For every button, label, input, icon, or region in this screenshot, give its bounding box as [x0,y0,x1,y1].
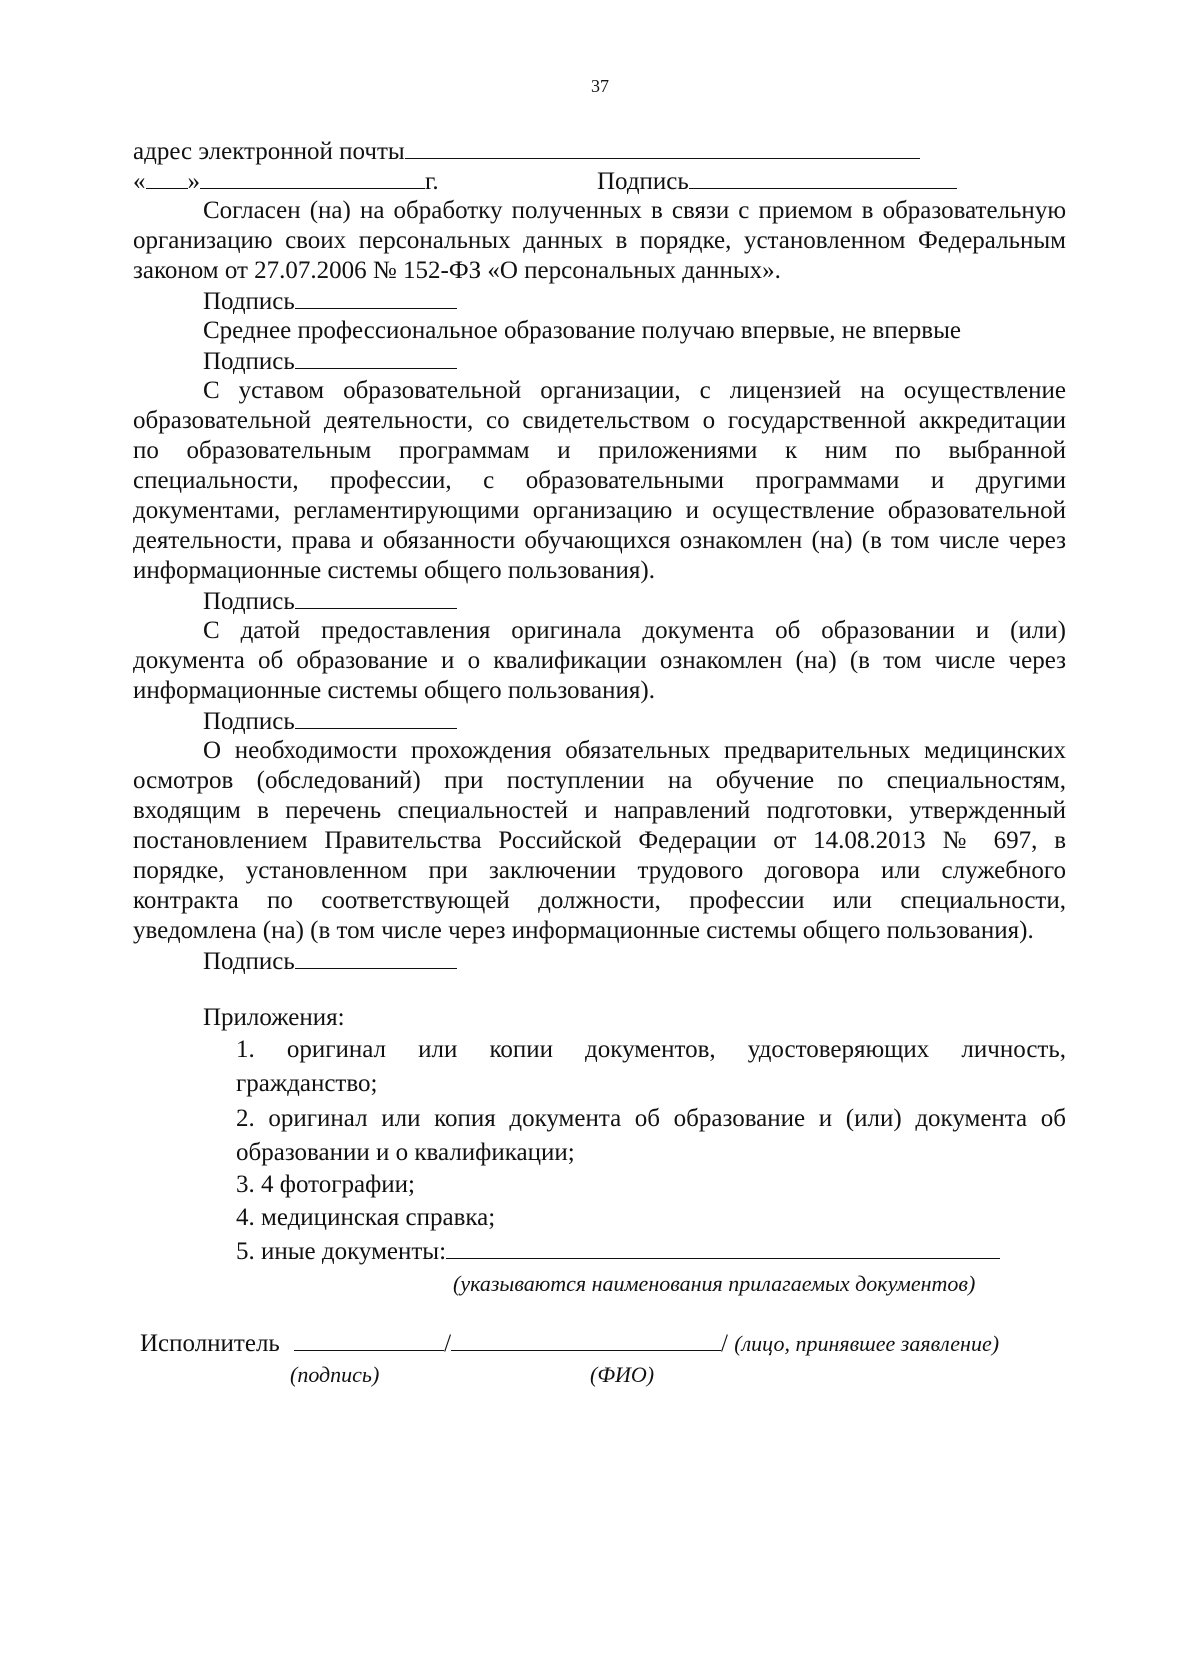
charter-line-5: документами, регламентирующими организацию и осуществление образовательной [133,497,1066,524]
signature-field[interactable] [689,166,957,189]
charter-line-3: по образовательным программам и приложениями к ним по выбранной [133,437,1066,464]
executor-row [140,1328,999,1359]
medical-line-4: постановлением Правительства Российской Федерации от 14.08.2013 № 697, в [133,827,1066,854]
quote-open: « [133,168,146,195]
medical-signature-row [203,946,457,977]
email-row [133,136,920,167]
executor-note: (лицо, принявшее заявление) [734,1331,1000,1356]
signature-label: Подпись [203,288,295,315]
original-doc-signature-row [203,706,457,737]
signature-label: Подпись [203,588,295,615]
original-doc-line-1: С датой предоставления оригинала документа об образовании и (или) [203,617,1066,644]
signature-field[interactable] [295,706,457,729]
attachment-item-3: 3. 4 фотографии; [236,1171,415,1198]
other-documents-field[interactable] [446,1236,1000,1259]
signature-label: Подпись [203,348,295,375]
attachment-item-5-row [236,1236,1000,1267]
attachment-item-1: 1. оригинал или копии документов, удостоверяющих личность, [236,1036,1066,1063]
spo-first-time-text: Среднее профессиональное образование получаю впервые, не впервые [203,317,961,344]
signature-field[interactable] [295,286,457,309]
attachment-item-2: 2. оригинал или копия документа об образование и (или) документа об [236,1105,1066,1132]
charter-line-1: С уставом образовательной организации, с лицензией на осуществление [203,377,1066,404]
signature-field[interactable] [295,586,457,609]
original-doc-line-3: информационные системы общего пользования). [133,677,655,704]
consent-line-2: организацию своих персональных данных в порядке, установленном Федеральным [133,227,1066,254]
charter-line-6: деятельности, права и обязанности обучающихся ознакомлен (на) (в том числе через [133,527,1066,554]
name-caption: (ФИО) [590,1362,655,1387]
date-row [133,166,439,197]
signature-field[interactable] [295,946,457,969]
attachment-item-4: 4. медицинская справка; [236,1204,496,1231]
medical-line-3: входящим в перечень специальностей и направлений подготовки, утвержденный [133,797,1066,824]
signature-field[interactable] [295,346,457,369]
consent-line-1: Согласен (на) на обработку полученных в связи с приемом в образовательную [203,197,1066,224]
attachments-heading: Приложения: [203,1004,345,1031]
quote-close: » [187,168,200,195]
executor-name-field[interactable] [451,1328,721,1351]
attachment-item-2-cont: образовании и о квалификации; [236,1139,575,1166]
executor-signature-field[interactable] [294,1328,444,1351]
page-number: 37 [591,76,609,96]
email-label: адрес электронной почты [133,138,405,165]
charter-line-7: информационные системы общего пользования). [133,557,655,584]
signature-caption: (подпись) [290,1362,380,1387]
slash: / [721,1330,728,1357]
medical-line-7: уведомлена (на) (в том числе через информационные системы общего пользования). [133,917,1034,944]
signature-label: Подпись [597,168,689,195]
date-signature-row [597,166,957,197]
day-field[interactable] [146,166,188,189]
charter-line-4: специальности, профессии, с образовательными программами и другими [133,467,1066,494]
charter-line-2: образовательной деятельности, со свидетельством о государственной аккредитации [133,407,1066,434]
month-field[interactable] [200,166,425,189]
email-field[interactable] [405,136,920,159]
medical-line-2: осмотров (обследований) при поступлении на обучение по специальностям, [133,767,1066,794]
signature-label: Подпись [203,708,295,735]
attachments-caption: (указываются наименования прилагаемых документов) [453,1271,976,1296]
consent-signature-row [203,286,457,317]
original-doc-line-2: документа об образование и о квалификации ознакомлен (на) (в том числе через [133,647,1066,674]
medical-line-6: контракта по соответствующей должности, профессии или специальности, [133,887,1066,914]
attachment-item-5: 5. иные документы: [236,1238,447,1265]
executor-label: Исполнитель [140,1330,280,1357]
charter-signature-row [203,586,457,617]
signature-label: Подпись [203,948,295,975]
consent-line-3: законом от 27.07.2006 № 152-ФЗ «О персональных данных». [133,257,781,284]
year-suffix: г. [425,168,439,195]
slash: / [444,1330,452,1357]
medical-line-5: порядке, установленном при заключении трудового договора или служебного [133,857,1066,884]
attachment-item-1-cont: гражданство; [236,1070,378,1097]
spo-signature-row [203,346,457,377]
medical-line-1: О необходимости прохождения обязательных предварительных медицинских [203,737,1066,764]
